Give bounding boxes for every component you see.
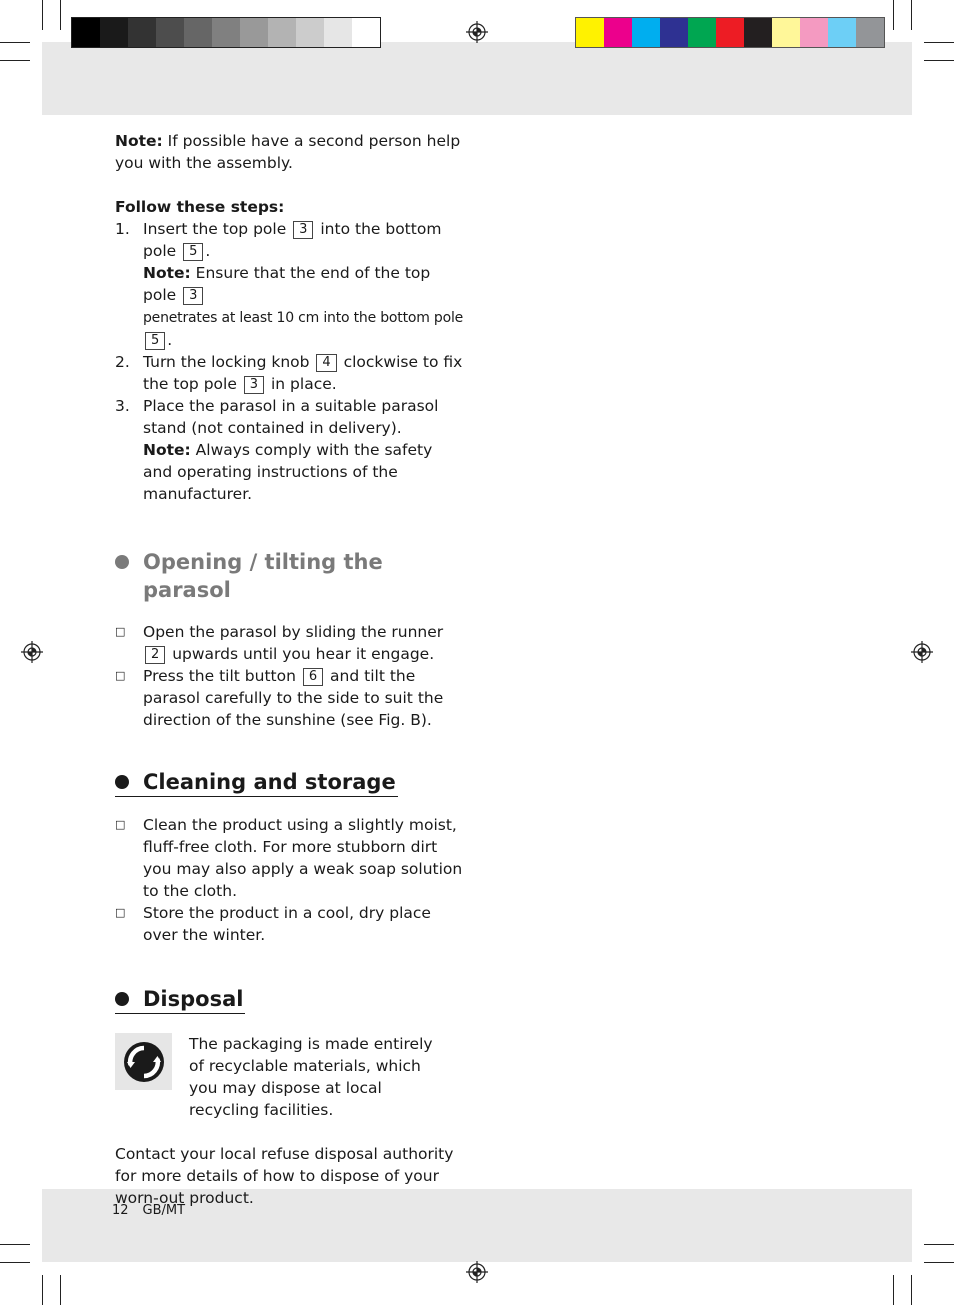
crop-mark: [924, 1244, 954, 1245]
locale-code: GB/MT: [142, 1203, 186, 1218]
color-swatch: [212, 18, 240, 47]
color-swatch: [352, 18, 380, 47]
crop-mark: [42, 1275, 43, 1305]
checkbox-square-icon: □: [115, 669, 126, 682]
list-item: □ Store the product in a cool, dry place over the winter.: [115, 904, 431, 944]
color-swatch: [800, 18, 828, 47]
list-item: □ Press the tilt button 6 and tilt the parasol carefully to the side to suit the direction of the sunshine (see Fig. B).: [115, 667, 444, 729]
crop-mark: [0, 42, 30, 43]
color-swatch: [240, 18, 268, 47]
part-ref: 2: [145, 646, 165, 664]
green-dot-recycle-icon: [115, 1033, 172, 1090]
color-swatch: [856, 18, 884, 47]
color-swatch: [156, 18, 184, 47]
crop-mark: [893, 0, 894, 30]
crop-mark: [60, 0, 61, 30]
bullet-dot-icon: [115, 775, 129, 789]
steps-heading: Follow these steps:: [115, 198, 285, 216]
section-heading-opening: Opening / tilting the parasol: [115, 548, 465, 604]
page-footer: [112, 1203, 185, 1218]
section-heading-disposal: Disposal: [115, 985, 245, 1014]
color-swatch: [268, 18, 296, 47]
part-ref: 4: [316, 354, 336, 372]
color-swatch: [184, 18, 212, 47]
color-swatch: [72, 18, 100, 47]
process-color-bar: [575, 17, 885, 48]
list-item: □ Clean the product using a slightly moist, fluff-free cloth. For more stubborn dirt you may also apply a weak soap solution to the cloth.: [115, 816, 463, 900]
registration-mark-icon: [911, 641, 933, 663]
color-swatch: [324, 18, 352, 47]
crop-mark: [42, 0, 43, 30]
part-ref: 3: [244, 376, 264, 394]
bullet-dot-icon: [115, 992, 129, 1006]
page-number: 12: [112, 1203, 129, 1218]
color-swatch: [716, 18, 744, 47]
crop-mark: [924, 42, 954, 43]
registration-mark-icon: [466, 21, 488, 43]
step-3: 3. Place the parasol in a suitable parasol stand (not contained in delivery). Note: Always comply with the safety and operating instructions of the manufacturer.: [115, 397, 439, 503]
part-ref: 6: [303, 668, 323, 686]
color-swatch: [688, 18, 716, 47]
crop-mark: [911, 0, 912, 30]
crop-mark: [0, 1262, 30, 1263]
step-2: 2. Turn the locking knob 4 clockwise to fix the top pole 3 in place.: [115, 353, 463, 393]
crop-mark: [924, 1262, 954, 1263]
crop-mark: [893, 1275, 894, 1305]
step-1: 1. Insert the top pole 3 into the bottom pole 5 . Note: Ensure that the end of the top pole 3 penetrates at least 10 cm into the bottom pole 5 .: [115, 220, 464, 349]
crop-mark: [911, 1275, 912, 1305]
header-band: [42, 42, 912, 115]
registration-mark-icon: [466, 1261, 488, 1283]
color-swatch: [744, 18, 772, 47]
color-swatch: [128, 18, 156, 47]
grayscale-color-bar: [71, 17, 381, 48]
registration-mark-icon: [21, 641, 43, 663]
color-swatch: [296, 18, 324, 47]
part-ref: 3: [293, 221, 313, 239]
crop-mark: [60, 1275, 61, 1305]
color-swatch: [828, 18, 856, 47]
color-swatch: [772, 18, 800, 47]
disposal-recycle-block: The packaging is made entirely of recyclable materials, which you may dispose at local recycling facilities.: [115, 1033, 465, 1121]
crop-mark: [924, 60, 954, 61]
color-swatch: [632, 18, 660, 47]
color-swatch: [576, 18, 604, 47]
part-ref: 5: [145, 332, 165, 350]
intro-note: Note: If possible have a second person help you with the assembly.: [115, 132, 461, 172]
disposal-contact-text: Contact your local refuse disposal authority for more details of how to dispose of your worn-out product.: [115, 1145, 454, 1207]
bullet-dot-icon: [115, 555, 129, 569]
part-ref: 3: [183, 287, 203, 305]
list-item: □ Open the parasol by sliding the runner 2 upwards until you hear it engage.: [115, 623, 444, 663]
crop-mark: [0, 60, 30, 61]
color-swatch: [660, 18, 688, 47]
color-swatch: [100, 18, 128, 47]
instruction-column: [115, 130, 465, 1209]
part-ref: 5: [183, 243, 203, 261]
checkbox-square-icon: □: [115, 818, 126, 831]
checkbox-square-icon: □: [115, 906, 126, 919]
crop-mark: [0, 1244, 30, 1245]
section-heading-cleaning: Cleaning and storage: [115, 768, 398, 797]
color-swatch: [604, 18, 632, 47]
checkbox-square-icon: □: [115, 625, 126, 638]
